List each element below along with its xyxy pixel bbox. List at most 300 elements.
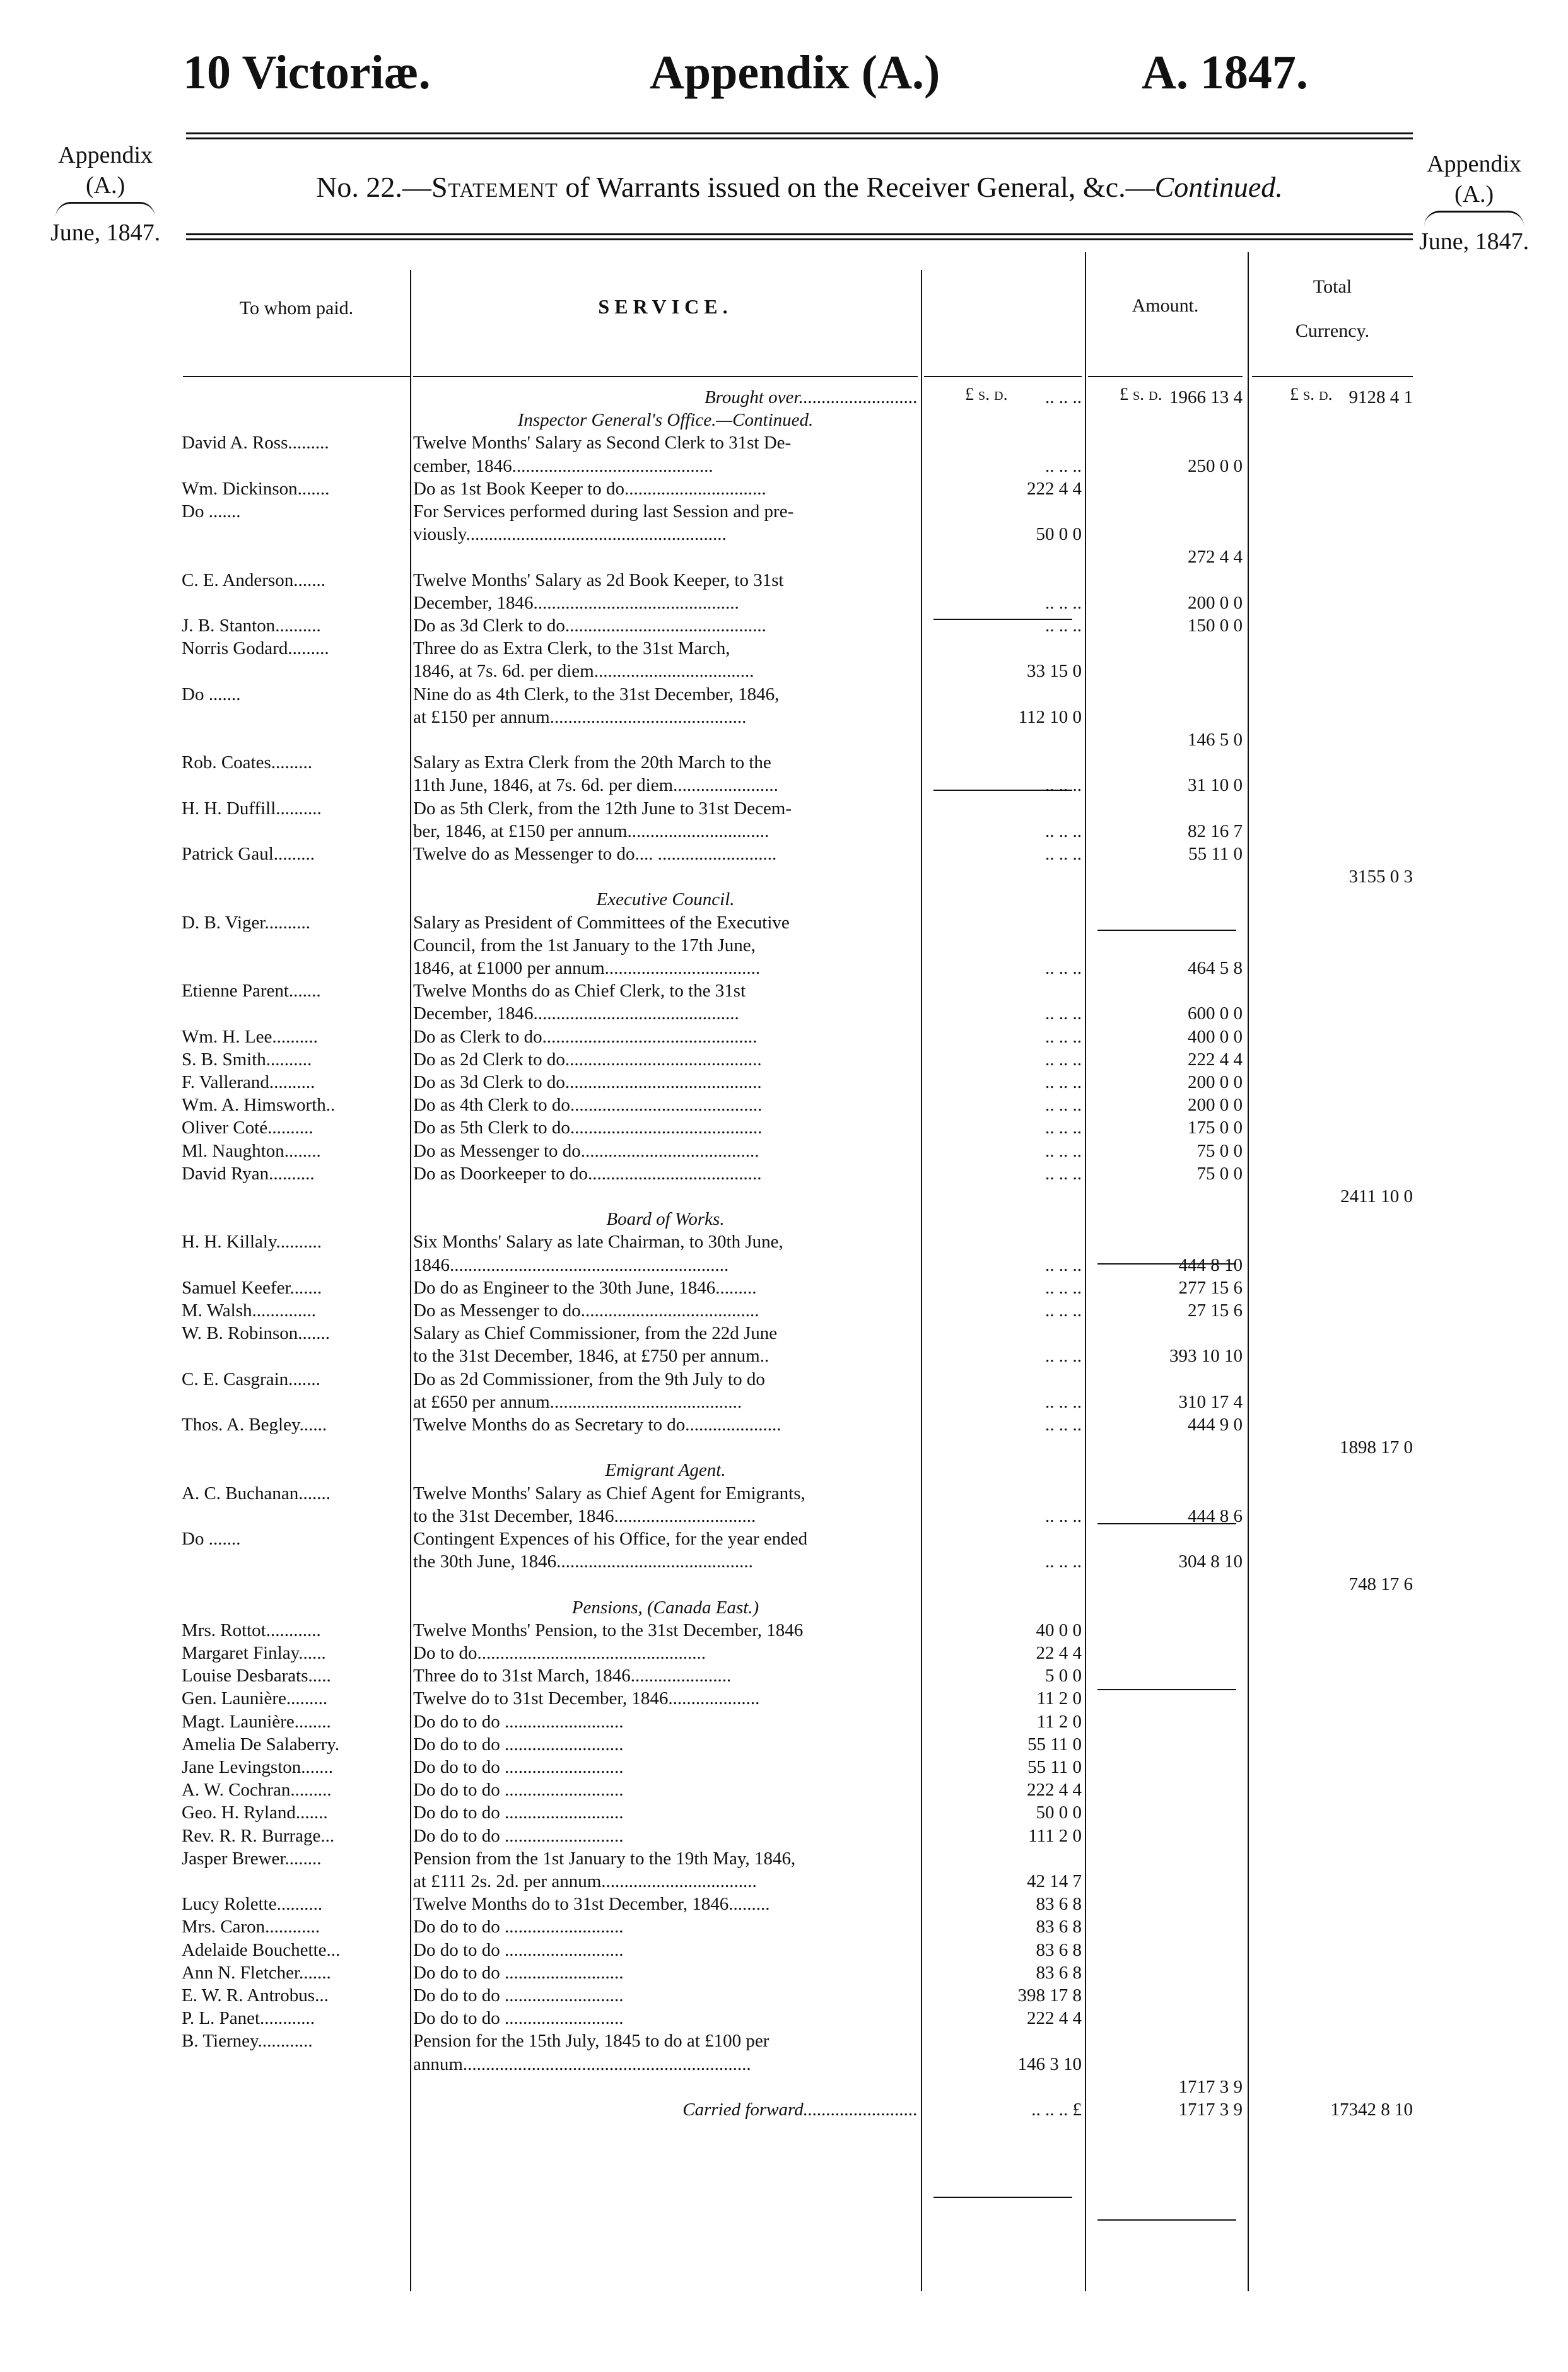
sub-amount: 112 10 0: [1018, 707, 1082, 727]
payee-name: B. Tierney............: [182, 2031, 313, 2051]
sub-amount: .. .. ..: [1045, 775, 1082, 795]
service-description: Twelve Months do as Secretary to do.....................: [413, 1415, 781, 1435]
service-description: the 30th June, 1846...........................................: [413, 1551, 753, 1572]
service-description: annum...............................................................: [413, 2054, 751, 2074]
payee-name: Do .......: [182, 1529, 241, 1549]
service-description: Contingent Expences of his Office, for the year ended: [413, 1529, 808, 1549]
table-row: [0, 1915, 1568, 1938]
col-head-total-1: Total: [1313, 276, 1352, 297]
payee-name: Etienne Parent.......: [182, 981, 321, 1001]
service-description: Do to do..................................................: [413, 1643, 706, 1663]
table-row: [0, 409, 1568, 431]
sub-amount: .. .. .. £: [1031, 2100, 1082, 2120]
service-description: Salary as President of Committees of the Executive: [413, 913, 790, 933]
sub-amount: .. .. ..: [1045, 1255, 1082, 1275]
table-row: [0, 1140, 1568, 1162]
table-row: [0, 1596, 1568, 1619]
table-row: [0, 386, 1568, 409]
margin-left-date: June, 1847.: [50, 219, 161, 246]
table-row: [0, 1528, 1568, 1550]
service-description: Carried forward.........................: [682, 2100, 918, 2120]
service-description: Do as 5th Clerk, from the 12th June to 31st Decem-: [413, 798, 792, 819]
sub-amount: 222 4 4: [1027, 479, 1082, 499]
sub-amount: 42 14 7: [1027, 1871, 1082, 1891]
sub-amount: 55 11 0: [1027, 1734, 1082, 1755]
payee-name: Mrs. Rottot............: [182, 1620, 321, 1640]
payee-name: Louise Desbarats.....: [182, 1666, 331, 1686]
service-description: December, 1846.............................................: [413, 1003, 739, 1024]
total-currency: 3155 0 3: [1349, 867, 1413, 887]
sub-amount: 55 11 0: [1027, 1757, 1082, 1777]
payee-name: Ml. Naughton........: [182, 1141, 321, 1161]
service-description: Twelve Months' Salary as Chief Agent for Emigrants,: [413, 1483, 805, 1504]
table-row: [0, 774, 1568, 797]
service-description: Three do as Extra Clerk, to the 31st March,: [413, 638, 730, 658]
amount: 272 4 4: [1188, 547, 1243, 567]
header-rule-total: [1252, 376, 1413, 377]
service-description: Inspector General's Office.—Continued.: [517, 410, 814, 430]
sub-amount: 111 2 0: [1028, 1826, 1082, 1846]
header-rule-service: [413, 376, 918, 377]
sub-amount: .. .. ..: [1045, 616, 1082, 636]
service-description: Do as 2d Commissioner, from the 9th July to do: [413, 1369, 765, 1389]
amount: 444 8 10: [1178, 1255, 1243, 1275]
service-description: Do do to do ..........................: [413, 1802, 624, 1823]
table-row: [0, 2030, 1568, 2052]
payee-name: P. L. Panet............: [182, 2008, 315, 2028]
sub-amount: 11 2 0: [1036, 1688, 1082, 1709]
sub-amount: 398 17 8: [1017, 1985, 1082, 2006]
service-description: Board of Works.: [606, 1209, 725, 1229]
service-description: Twelve do to 31st December, 1846....................: [413, 1688, 760, 1709]
service-description: 11th June, 1846, at 7s. 6d. per diem.......................: [413, 775, 778, 795]
payee-name: Adelaide Bouchette...: [182, 1940, 341, 1960]
margin-left-brace: [56, 202, 155, 218]
payee-name: Ann N. Fletcher.......: [182, 1963, 331, 1983]
table-row: [0, 728, 1568, 751]
table-row: [0, 477, 1568, 500]
table-row: [0, 1939, 1568, 1961]
table-row: [0, 1847, 1568, 1870]
sub-amount: .. .. ..: [1045, 1551, 1082, 1572]
table-row: [0, 2076, 1568, 2098]
total-currency: 17342 8 10: [1330, 2100, 1413, 2120]
amount: 200 0 0: [1188, 1095, 1243, 1115]
table-row: [0, 1002, 1568, 1025]
sub-amount: .. .. ..: [1045, 1415, 1082, 1435]
payee-name: Wm. A. Himsworth..: [182, 1095, 336, 1115]
payee-name: Margaret Finlay......: [182, 1643, 326, 1663]
table-row: [0, 1642, 1568, 1664]
service-description: Do do to do ..........................: [413, 1780, 624, 1800]
table-row: [0, 1208, 1568, 1230]
table-row: [0, 1345, 1568, 1367]
service-description: Council, from the 1st January to the 17th June,: [413, 935, 756, 955]
table-row: [0, 592, 1568, 614]
table-row: [0, 1710, 1568, 1733]
service-description: viously.........................................................: [413, 524, 727, 544]
amount: 75 0 0: [1196, 1164, 1243, 1184]
service-description: ber, 1846, at £150 per annum...............................: [413, 821, 769, 841]
lsd-label-total: £ s. d.: [1290, 385, 1333, 404]
sub-amount: .. .. ..: [1045, 1392, 1082, 1412]
service-description: Twelve Months' Pension, to the 31st December, 1846: [413, 1620, 804, 1640]
payee-name: David A. Ross.........: [182, 433, 329, 453]
table-row: [0, 1870, 1568, 1893]
sub-amount: 22 4 4: [1036, 1643, 1082, 1663]
subtotal-rule: [1097, 1263, 1236, 1265]
table-row: [0, 1048, 1568, 1071]
margin-note-left: [50, 140, 160, 248]
service-description: Twelve Months do as Chief Clerk, to the 31st: [413, 981, 746, 1001]
service-description: December, 1846.............................................: [413, 593, 739, 613]
sub-amount: 222 4 4: [1027, 1780, 1082, 1800]
amount: 146 5 0: [1188, 730, 1243, 750]
table-row: [0, 683, 1568, 706]
sub-amount: .. .. ..: [1045, 456, 1082, 476]
service-description: Executive Council.: [596, 889, 735, 909]
table-row: [0, 1299, 1568, 1322]
service-description: Salary as Extra Clerk from the 20th March to the: [413, 752, 771, 773]
table-row: [0, 1984, 1568, 2007]
service-description: Pension for the 15th July, 1845 to do at £100 per: [413, 2031, 769, 2051]
payee-name: Jasper Brewer........: [182, 1849, 322, 1869]
service-description: Salary as Chief Commissioner, from the 22d June: [413, 1323, 778, 1343]
sub-amount: .. .. ..: [1045, 1141, 1082, 1161]
sub-amount: .. .. ..: [1045, 844, 1082, 864]
table-row: [0, 751, 1568, 774]
top-rule-inner: [186, 137, 1413, 139]
sub-amount: 11 2 0: [1036, 1712, 1082, 1732]
sub-amount: 5 0 0: [1045, 1666, 1082, 1686]
table-row: [0, 979, 1568, 1002]
payee-name: A. C. Buchanan.......: [182, 1483, 331, 1504]
table-row: [0, 660, 1568, 682]
amount: 600 0 0: [1188, 1003, 1243, 1024]
amount: 250 0 0: [1188, 456, 1243, 476]
service-description: Do do to do ..........................: [413, 1734, 624, 1755]
table-row: [0, 1185, 1568, 1208]
payee-name: Wm. H. Lee..........: [182, 1027, 318, 1047]
margin-left-letter: (A.): [85, 172, 126, 199]
sub-amount: .. .. ..: [1045, 1164, 1082, 1184]
header-right: A. 1847.: [1142, 46, 1308, 99]
title-continued: Continued.: [1154, 171, 1283, 203]
service-description: Do do to do ..........................: [413, 2008, 624, 2028]
service-description: at £111 2s. 2d. per annum..................................: [413, 1871, 757, 1891]
service-description: Twelve Months do to 31st December, 1846.........: [413, 1894, 770, 1914]
service-description: Do as 3d Clerk to do............................................: [413, 616, 766, 636]
service-description: Do as 3d Clerk to do...........................................: [413, 1072, 762, 1092]
amount: 222 4 4: [1188, 1049, 1243, 1070]
service-description: Do as Messenger to do.......................................: [413, 1141, 759, 1161]
table-row: [0, 1094, 1568, 1116]
service-description: Pensions, (Canada East.): [571, 1598, 759, 1618]
sub-amount: .. .. ..: [1045, 1003, 1082, 1024]
sub-amount: .. .. ..: [1045, 1346, 1082, 1366]
amount: 1717 3 9: [1178, 2100, 1243, 2120]
amount: 277 15 6: [1178, 1278, 1243, 1298]
sub-amount: .. .. ..: [1045, 1506, 1082, 1526]
service-description: to the 31st December, 1846...............................: [413, 1506, 756, 1526]
table-row: [0, 637, 1568, 660]
sub-amount: .. .. ..: [1045, 1300, 1082, 1321]
table-row: [0, 1779, 1568, 1801]
header-left: 10 Victoriæ.: [183, 46, 431, 99]
header-rule-sub: [924, 376, 1082, 377]
margin-right-letter: (A.): [1454, 181, 1494, 207]
service-description: Do do to do ..........................: [413, 1940, 624, 1960]
payee-name: Amelia De Salaberry.: [182, 1734, 340, 1755]
service-description: to the 31st December, 1846, at £750 per annum..: [413, 1346, 769, 1366]
table-row: [0, 2098, 1568, 2121]
subtotal-rule: [1097, 2219, 1236, 2221]
service-description: Do as Messenger to do.......................................: [413, 1300, 759, 1321]
payee-name: J. B. Stanton..........: [182, 616, 321, 636]
sub-amount: 40 0 0: [1036, 1620, 1082, 1640]
payee-name: Rob. Coates.........: [182, 752, 313, 773]
sub-amount: 50 0 0: [1036, 524, 1082, 544]
amount: 200 0 0: [1188, 1072, 1243, 1092]
payee-name: Lucy Rolette..........: [182, 1894, 323, 1914]
table-row: [0, 1230, 1568, 1253]
amount: 27 15 6: [1188, 1300, 1243, 1321]
amount: 444 9 0: [1188, 1415, 1243, 1435]
service-description: Emigrant Agent.: [605, 1460, 726, 1480]
subtotal-rule: [933, 790, 1072, 791]
service-description: Twelve Months' Salary as Second Clerk to 31st De-: [413, 433, 792, 453]
subtotal-rule: [933, 2197, 1072, 2198]
table-row: [0, 1071, 1568, 1094]
service-description: Do as 4th Clerk to do..........................................: [413, 1095, 763, 1115]
sub-amount: .. .. ..: [1045, 387, 1082, 407]
total-currency: 2411 10 0: [1340, 1186, 1413, 1206]
amount: 31 10 0: [1188, 775, 1243, 795]
total-currency: 1898 17 0: [1340, 1437, 1413, 1458]
service-description: Do do to do ..........................: [413, 1985, 624, 2006]
table-row: [0, 1687, 1568, 1710]
service-description: Six Months' Salary as late Chairman, to 30th June,: [413, 1232, 783, 1252]
lsd-label-amount: £ s. d.: [1120, 385, 1162, 404]
header-rule-amount: [1088, 376, 1243, 377]
sub-amount: .. .. ..: [1045, 821, 1082, 841]
payee-name: F. Vallerand..........: [182, 1072, 315, 1092]
service-description: Do as 1st Book Keeper to do...............................: [413, 479, 766, 499]
service-description: Do as 2d Clerk to do...........................................: [413, 1049, 762, 1070]
table-row: [0, 1277, 1568, 1299]
amount: 75 0 0: [1196, 1141, 1243, 1161]
subtotal-rule: [1097, 930, 1236, 931]
amount: 1717 3 9: [1178, 2077, 1243, 2097]
subtotal-rule: [1097, 1689, 1236, 1690]
amount: 464 5 8: [1188, 958, 1243, 978]
title-rule: [186, 233, 1413, 235]
payee-name: C. E. Anderson.......: [182, 570, 325, 590]
table-row: [0, 1505, 1568, 1528]
table-row: [0, 1825, 1568, 1847]
table-row: [0, 797, 1568, 820]
title-statement: Statement: [431, 171, 558, 203]
service-description: 1846, at £1000 per annum..................................: [413, 958, 761, 978]
table-row: [0, 431, 1568, 454]
sub-amount: .. .. ..: [1045, 1118, 1082, 1138]
service-description: Nine do as 4th Clerk, to the 31st December, 1846,: [413, 684, 780, 704]
table-row: [0, 1664, 1568, 1687]
service-description: Three do to 31st March, 1846......................: [413, 1666, 732, 1686]
col-head-amount: Amount.: [1132, 295, 1199, 316]
table-row: [0, 957, 1568, 979]
title-rule-inner: [186, 238, 1413, 240]
payee-name: Gen. Launière.........: [182, 1688, 328, 1709]
payee-name: Norris Godard.........: [182, 638, 329, 658]
table-row: [0, 1116, 1568, 1139]
table-row: [0, 1733, 1568, 1756]
table-row: [0, 888, 1568, 911]
payee-name: David Ryan..........: [182, 1164, 315, 1184]
payee-name: Wm. Dickinson.......: [182, 479, 330, 499]
table-row: [0, 500, 1568, 523]
table-row: [0, 614, 1568, 637]
table-row: [0, 1254, 1568, 1277]
sub-amount: 83 6 8: [1036, 1894, 1082, 1914]
payee-name: E. W. R. Antrobus...: [182, 1985, 329, 2006]
sub-amount: .. .. ..: [1045, 1095, 1082, 1115]
payee-name: W. B. Robinson.......: [182, 1323, 330, 1343]
table-row: [0, 1550, 1568, 1573]
payee-name: Samuel Keefer.......: [182, 1278, 322, 1298]
sub-amount: 83 6 8: [1036, 1963, 1082, 1983]
service-description: Do as 5th Clerk to do..........................................: [413, 1118, 763, 1138]
total-currency: 748 17 6: [1349, 1574, 1413, 1594]
sub-amount: .. .. ..: [1045, 593, 1082, 613]
header-center: Appendix (A.): [650, 46, 940, 99]
col-head-service: SERVICE.: [598, 295, 733, 318]
sub-amount: .. .. ..: [1045, 1072, 1082, 1092]
subtotal-rule: [1097, 1523, 1236, 1524]
subtotal-rule: [933, 619, 1072, 620]
payee-name: H. H. Killaly..........: [182, 1232, 322, 1252]
table-row: [0, 865, 1568, 888]
payee-name: Do .......: [182, 501, 241, 522]
table-row: [0, 1368, 1568, 1391]
sub-amount: .. .. ..: [1045, 1027, 1082, 1047]
amount: 444 8 6: [1188, 1506, 1243, 1526]
table-row: [0, 1391, 1568, 1413]
sub-amount: 83 6 8: [1036, 1940, 1082, 1960]
service-description: Brought over..........................: [704, 387, 918, 407]
sub-amount: 83 6 8: [1036, 1917, 1082, 1937]
service-description: Twelve Months' Salary as 2d Book Keeper, to 31st: [413, 570, 784, 590]
sub-amount: 222 4 4: [1027, 2008, 1082, 2028]
amount: 82 16 7: [1188, 821, 1243, 841]
sub-amount: 33 15 0: [1027, 661, 1082, 681]
payee-name: D. B. Viger..........: [182, 913, 310, 933]
table-row: [0, 523, 1568, 546]
table-row: [0, 1756, 1568, 1779]
amount: 310 17 4: [1178, 1392, 1243, 1412]
top-rule: [186, 132, 1413, 134]
sub-amount: .. .. ..: [1045, 958, 1082, 978]
table-row: [0, 1413, 1568, 1436]
service-description: Do as Doorkeeper to do......................................: [413, 1164, 762, 1184]
table-row: [0, 1619, 1568, 1642]
payee-name: Oliver Coté..........: [182, 1118, 313, 1138]
amount: 55 11 0: [1188, 844, 1243, 864]
service-description: at £150 per annum...........................................: [413, 707, 747, 727]
table-row: [0, 1162, 1568, 1185]
sub-amount: 50 0 0: [1036, 1802, 1082, 1823]
payee-name: A. W. Cochran.........: [182, 1780, 332, 1800]
table-row: [0, 911, 1568, 934]
table-row: [0, 2053, 1568, 2076]
table-row: [0, 1801, 1568, 1824]
table-row: [0, 455, 1568, 477]
header-rule-name: [183, 376, 410, 377]
sub-amount: .. .. ..: [1045, 1278, 1082, 1298]
service-description: Do do to do ..........................: [413, 1963, 624, 1983]
margin-right-brace: [1424, 211, 1524, 226]
payee-name: H. H. Duffill..........: [182, 798, 322, 819]
title-number: No. 22.—: [316, 171, 431, 203]
service-description: For Services performed during last Session and pre-: [413, 501, 794, 522]
margin-note-right: [1419, 149, 1529, 257]
margin-right-date: June, 1847.: [1419, 228, 1530, 255]
payee-name: S. B. Smith..........: [182, 1049, 312, 1070]
total-currency: 9128 4 1: [1349, 387, 1413, 407]
table-row: [0, 820, 1568, 843]
service-description: Do as Clerk to do...............................................: [413, 1027, 758, 1047]
payee-name: Thos. A. Begley......: [182, 1415, 327, 1435]
service-description: Do do to do ..........................: [413, 1826, 624, 1846]
sub-amount: .. .. ..: [1045, 1049, 1082, 1070]
amount: 393 10 10: [1169, 1346, 1243, 1366]
payee-name: Do .......: [182, 684, 241, 704]
payee-name: M. Walsh..............: [182, 1300, 317, 1321]
service-description: cember, 1846............................................: [413, 456, 713, 476]
payee-name: Jane Levingston.......: [182, 1757, 334, 1777]
table-row: [0, 2007, 1568, 2030]
lsd-label-sub: £ s. d.: [965, 385, 1008, 404]
amount: 175 0 0: [1188, 1118, 1243, 1138]
service-description: 1846, at 7s. 6d. per diem...................................: [413, 661, 754, 681]
col-head-total-2: Currency.: [1295, 320, 1370, 341]
service-description: Pension from the 1st January to the 19th May, 1846,: [413, 1849, 796, 1869]
amount: 1966 13 4: [1169, 387, 1243, 407]
statement-title: [186, 170, 1413, 204]
amount: 304 8 10: [1178, 1551, 1243, 1572]
service-description: Do do to do ..........................: [413, 1712, 624, 1732]
table-row: [0, 706, 1568, 728]
amount: 150 0 0: [1188, 616, 1243, 636]
payee-name: Rev. R. R. Burrage...: [182, 1826, 335, 1846]
payee-name: Patrick Gaul.........: [182, 844, 315, 864]
payee-name: Geo. H. Ryland.......: [182, 1802, 328, 1823]
service-description: Do do to do ..........................: [413, 1917, 624, 1937]
table-row: [0, 569, 1568, 592]
margin-right-appendix: Appendix: [1427, 151, 1522, 177]
table-row: [0, 1893, 1568, 1915]
table-row: [0, 1573, 1568, 1596]
amount: 400 0 0: [1188, 1027, 1243, 1047]
payee-name: C. E. Casgrain.......: [182, 1369, 320, 1389]
payee-name: Magt. Launière........: [182, 1712, 331, 1732]
col-head-to-whom: To whom paid.: [239, 298, 354, 318]
table-row: [0, 1322, 1568, 1345]
service-description: Twelve do as Messenger to do.... ..........................: [413, 844, 777, 864]
table-row: [0, 843, 1568, 865]
table-row: [0, 1482, 1568, 1505]
service-description: Do do as Engineer to the 30th June, 1846.........: [413, 1278, 757, 1298]
